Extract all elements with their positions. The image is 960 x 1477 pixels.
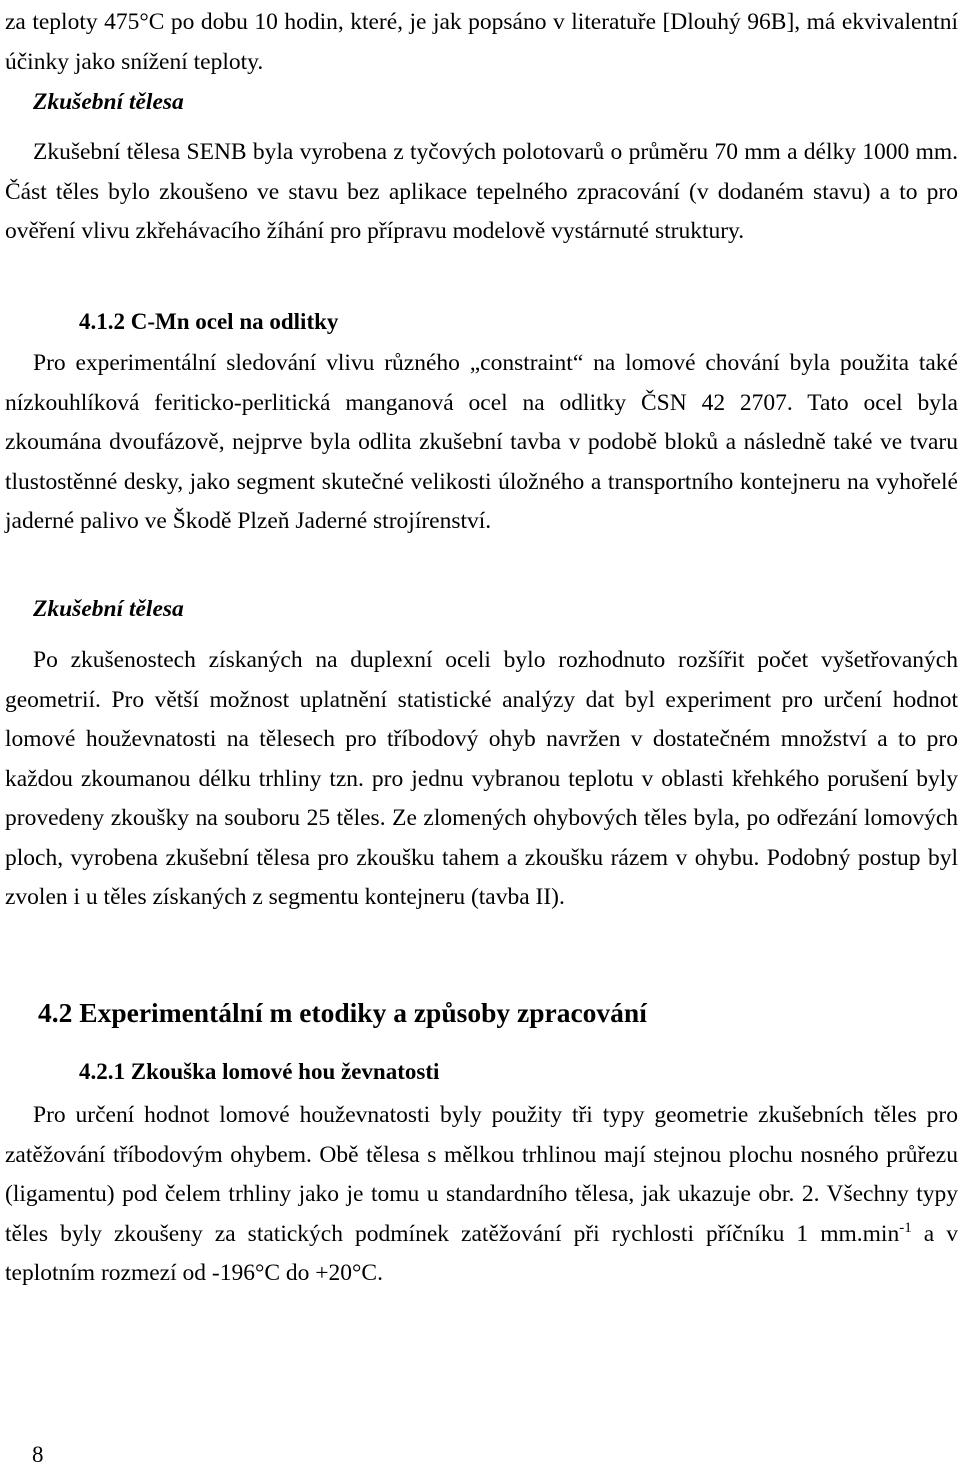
section-4-1-2-heading: 4.1.2 C-Mn ocel na odlitky [79,309,339,334]
section-4-2-1-paragraph [5,1096,958,1294]
intro-paragraph-tail: za teploty 475°C po dobu 10 hodin, které, je jak popsáno v literatuře [Dlouhý 96B], má ekvivalentní účinky jako snížení teploty. [5,9,958,75]
section-4-2-1-heading: 4.2.1 Zkouška lomové hou ževnatosti [79,1059,440,1084]
superscript-exponent: -1 [899,1219,912,1236]
paragraph-end-text: a v teplotním rozmezí od -196°C do +20°C. [5,1220,958,1286]
section-4-2-heading: 4.2 Experimentální m etodiky a způsoby zpracování [38,997,647,1028]
specimens-heading-1: Zkušební tělesa [33,89,184,115]
page-number: 8 [32,1442,44,1467]
paragraph-main-text: Pro určení hodnot lomové houževnatosti byly použity tři typy geometrie zkušebních těles pro zatěžování tříbodovým ohybem. Obě tělesa s mělkou trhlinou mají stejnou plochu nosného průřezu (ligamentu) pod čelem trhliny jako je tomu u standardního tělesa, jak ukazuje obr. 2. Všechny typy těles byly zkoušeny za statických podmínek zatěžování při rychlosti příčníku 1 mm.min [5,1102,958,1247]
specimens-paragraph-1: Zkušební tělesa SENB byla vyrobena z tyčových polotovarů o průměru 70 mm a délky 1000 mm. Část těles bylo zkoušeno ve stavu bez aplikace tepelného zpracování (v dodaném stavu) a to pro ověření vlivu zkřehávacího žíhání pro přípravu modelově vystárnuté struktury. [5,139,958,244]
specimens-paragraph-2: Po zkušenostech získaných na duplexní oceli bylo rozhodnuto rozšířit počet vyšetřovaných geometrií. Pro větší možnost uplatnění statistické analýzy dat byl experiment pro určení hodnot lomové houževnatosti na tělesech pro tříbodový ohyb navržen v dostatečném množství a to pro každou zkoumanou délku trhliny tzn. pro jednu vybranou teplotu v oblasti křehkého porušení byly provedeny zkoušky na souboru 25 těles. Ze zlomených ohybových těles byla, po odřezání lomových ploch, vyrobena zkušební tělesa pro zkoušku tahem a zkoušku rázem v ohybu. Podobný postup byl zvolen i u těles získaných z segmentu kontejneru (tavba II). [5,647,958,910]
specimens-heading-2: Zkušební tělesa [33,596,184,622]
section-4-1-2-paragraph: Pro experimentální sledování vlivu různého „constraint“ na lomové chování byla použita také nízkouhlíková feriticko-perlitická manganová ocel na odlitky ČSN 42 2707. Tato ocel byla zkoumána dvoufázově, nejprve byla odlita zkušební tavba v podobě bloků a následně také ve tvaru tlustostěnné desky, jako segment skutečné velikosti úložného a transportního kontejneru na vyhořelé jaderné palivo ve Škodě Plzeň Jaderné strojírenství. [5,350,958,534]
